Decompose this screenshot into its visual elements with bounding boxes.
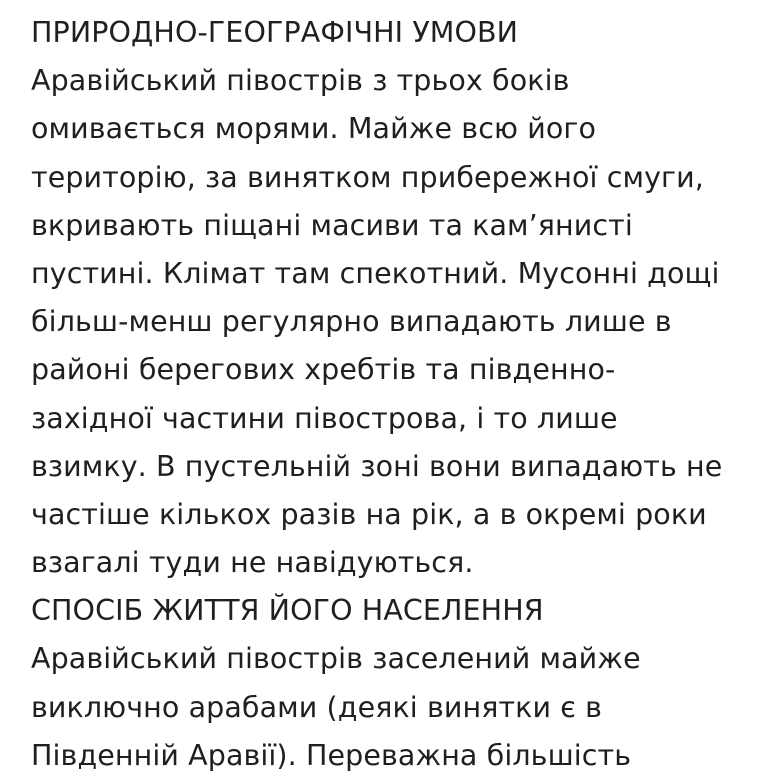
- paragraph-line: частіше кількох разів на рік, а в окремі роки: [31, 497, 707, 531]
- paragraph-line: пустині. Клімат там спекотний. Мусонні дощі: [31, 256, 720, 290]
- section-heading-geography: ПРИРОДНО-ГЕОГРАФІЧНІ УМОВИ: [31, 16, 519, 49]
- paragraph-line: Південній Аравії). Переважна більшість: [31, 738, 632, 772]
- paragraph-line: вкривають піщані масиви та кам’янисті: [31, 208, 633, 242]
- paragraph-line: більш-менш регулярно випадають лише в: [31, 305, 672, 339]
- paragraph-line: взагалі туди не навідуються.: [31, 546, 474, 580]
- paragraph-line: районі берегових хребтів та південно-: [31, 353, 616, 387]
- paragraph-line: Аравійський півострів заселений майже: [31, 642, 641, 676]
- section-heading-lifestyle: СПОСІБ ЖИТТЯ ЙОГО НАСЕЛЕННЯ: [31, 594, 544, 628]
- paragraph-line: Аравійський півострів з трьох боків: [31, 64, 570, 98]
- paragraph-line: омивається морями. Майже всю його: [31, 112, 596, 146]
- paragraph-line: виключно арабами (деякі винятки є в: [31, 690, 603, 724]
- paragraph-line: територію, за винятком прибережної смуги,: [31, 160, 704, 194]
- paragraph-line: взимку. В пустельній зоні вони випадають не: [31, 449, 723, 483]
- paragraph-line: західної частини півострова, і то лише: [31, 401, 618, 435]
- document-body: [31, 9, 762, 780]
